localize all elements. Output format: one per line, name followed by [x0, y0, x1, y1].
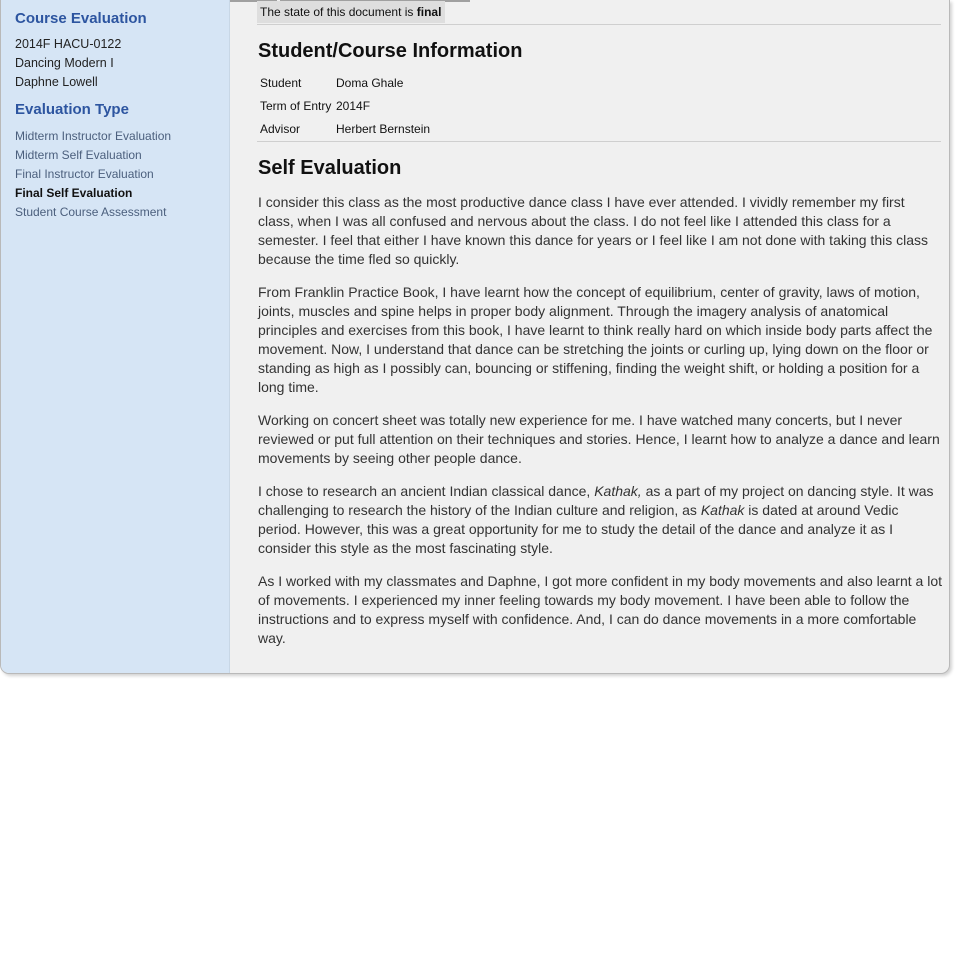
instructor-name: Daphne Lowell [15, 75, 98, 89]
main-content [230, 0, 949, 673]
document-state-banner [257, 1, 445, 23]
sidebar-item-student-course-assessment[interactable]: Student Course Assessment [15, 205, 167, 219]
course-code: 2014F HACU-0122 [15, 37, 122, 51]
paragraph-4 [258, 482, 942, 558]
self-evaluation-title: Self Evaluation [258, 157, 402, 179]
sidebar-item-midterm-instructor-evaluation[interactable]: Midterm Instructor Evaluation [15, 129, 172, 143]
sidebar-item-final-instructor-evaluation[interactable]: Final Instructor Evaluation [15, 167, 154, 181]
document-state-value: final [416, 5, 442, 19]
info-value-student: Doma Ghale [336, 76, 404, 90]
sidebar-item-final-self-evaluation[interactable]: Final Self Evaluation [15, 186, 133, 200]
paragraph-5: As I worked with my classmates and Daphne, I got more confident in my body movements and also learnt a lot of movements. I experienced my inner feeling towards my body movement. I have been able to follow the instructions and to express myself with confidence. And, I can do dance movements in a more comfortable way. [258, 573, 942, 646]
document-state-prefix: The state of this document is [260, 5, 414, 19]
paragraph-3: Working on concert sheet was totally new experience for me. I have watched many concerts, but I never reviewed or put full attention on their techniques and stories. Hence, I learnt how to analyze a dance and learn movements by seeing other people dance. [258, 412, 940, 466]
paragraph-4-part-c: is dated at around Vedic period. However, this was a great opportunity for me to study the detail of the dance and analyze it as I consider this style as the most fascinating style. [258, 502, 899, 556]
paragraph-4-part-b: as a part of my project on dancing style. It was challenging to research the history of the Indian culture and religion, as [258, 483, 934, 518]
info-label-term-of-entry: Term of Entry [260, 99, 332, 113]
sidebar [1, 0, 230, 673]
info-value-advisor: Herbert Bernstein [336, 122, 431, 136]
info-label-student: Student [260, 76, 302, 90]
divider [257, 24, 941, 25]
self-evaluation-body [258, 193, 942, 662]
paragraph-4-part-a: I chose to research an ancient Indian classical dance, [258, 483, 595, 499]
info-value-term-of-entry: 2014F [336, 99, 371, 113]
course-evaluation-heading: Course Evaluation [15, 10, 147, 27]
kathak-term: Kathak, [594, 483, 642, 499]
sidebar-item-midterm-self-evaluation[interactable]: Midterm Self Evaluation [15, 148, 142, 162]
kathak-term: Kathak [700, 502, 745, 518]
student-course-info-title: Student/Course Information [258, 40, 523, 62]
paragraph-2: From Franklin Practice Book, I have learnt how the concept of equilibrium, center of gravity, laws of motion, joints, muscles and spine helps in proper body alignment. Through the imagery analysis of anatomical principles and exercises from this book, I have learnt to think really hard on which inside body parts affect the movement. Now, I understand that dance can be stretching the joints or curling up, lying down on the floor or standing as high as I possibly can, bouncing or stiffening, finding the weight shift, or holding a position for a long time. [258, 284, 933, 395]
paragraph-1: I consider this class as the most productive dance class I have ever attended. I vividly remember my first class, when I was all confused and nervous about the class. I do not feel like I attended this class for a semester. I feel that either I have known this dance for years or I feel like I am not done with taking this class because the time fled so quickly. [258, 194, 929, 267]
course-name: Dancing Modern I [15, 56, 114, 70]
divider [257, 141, 941, 142]
info-label-advisor: Advisor [260, 122, 301, 136]
evaluation-type-heading: Evaluation Type [15, 101, 129, 118]
